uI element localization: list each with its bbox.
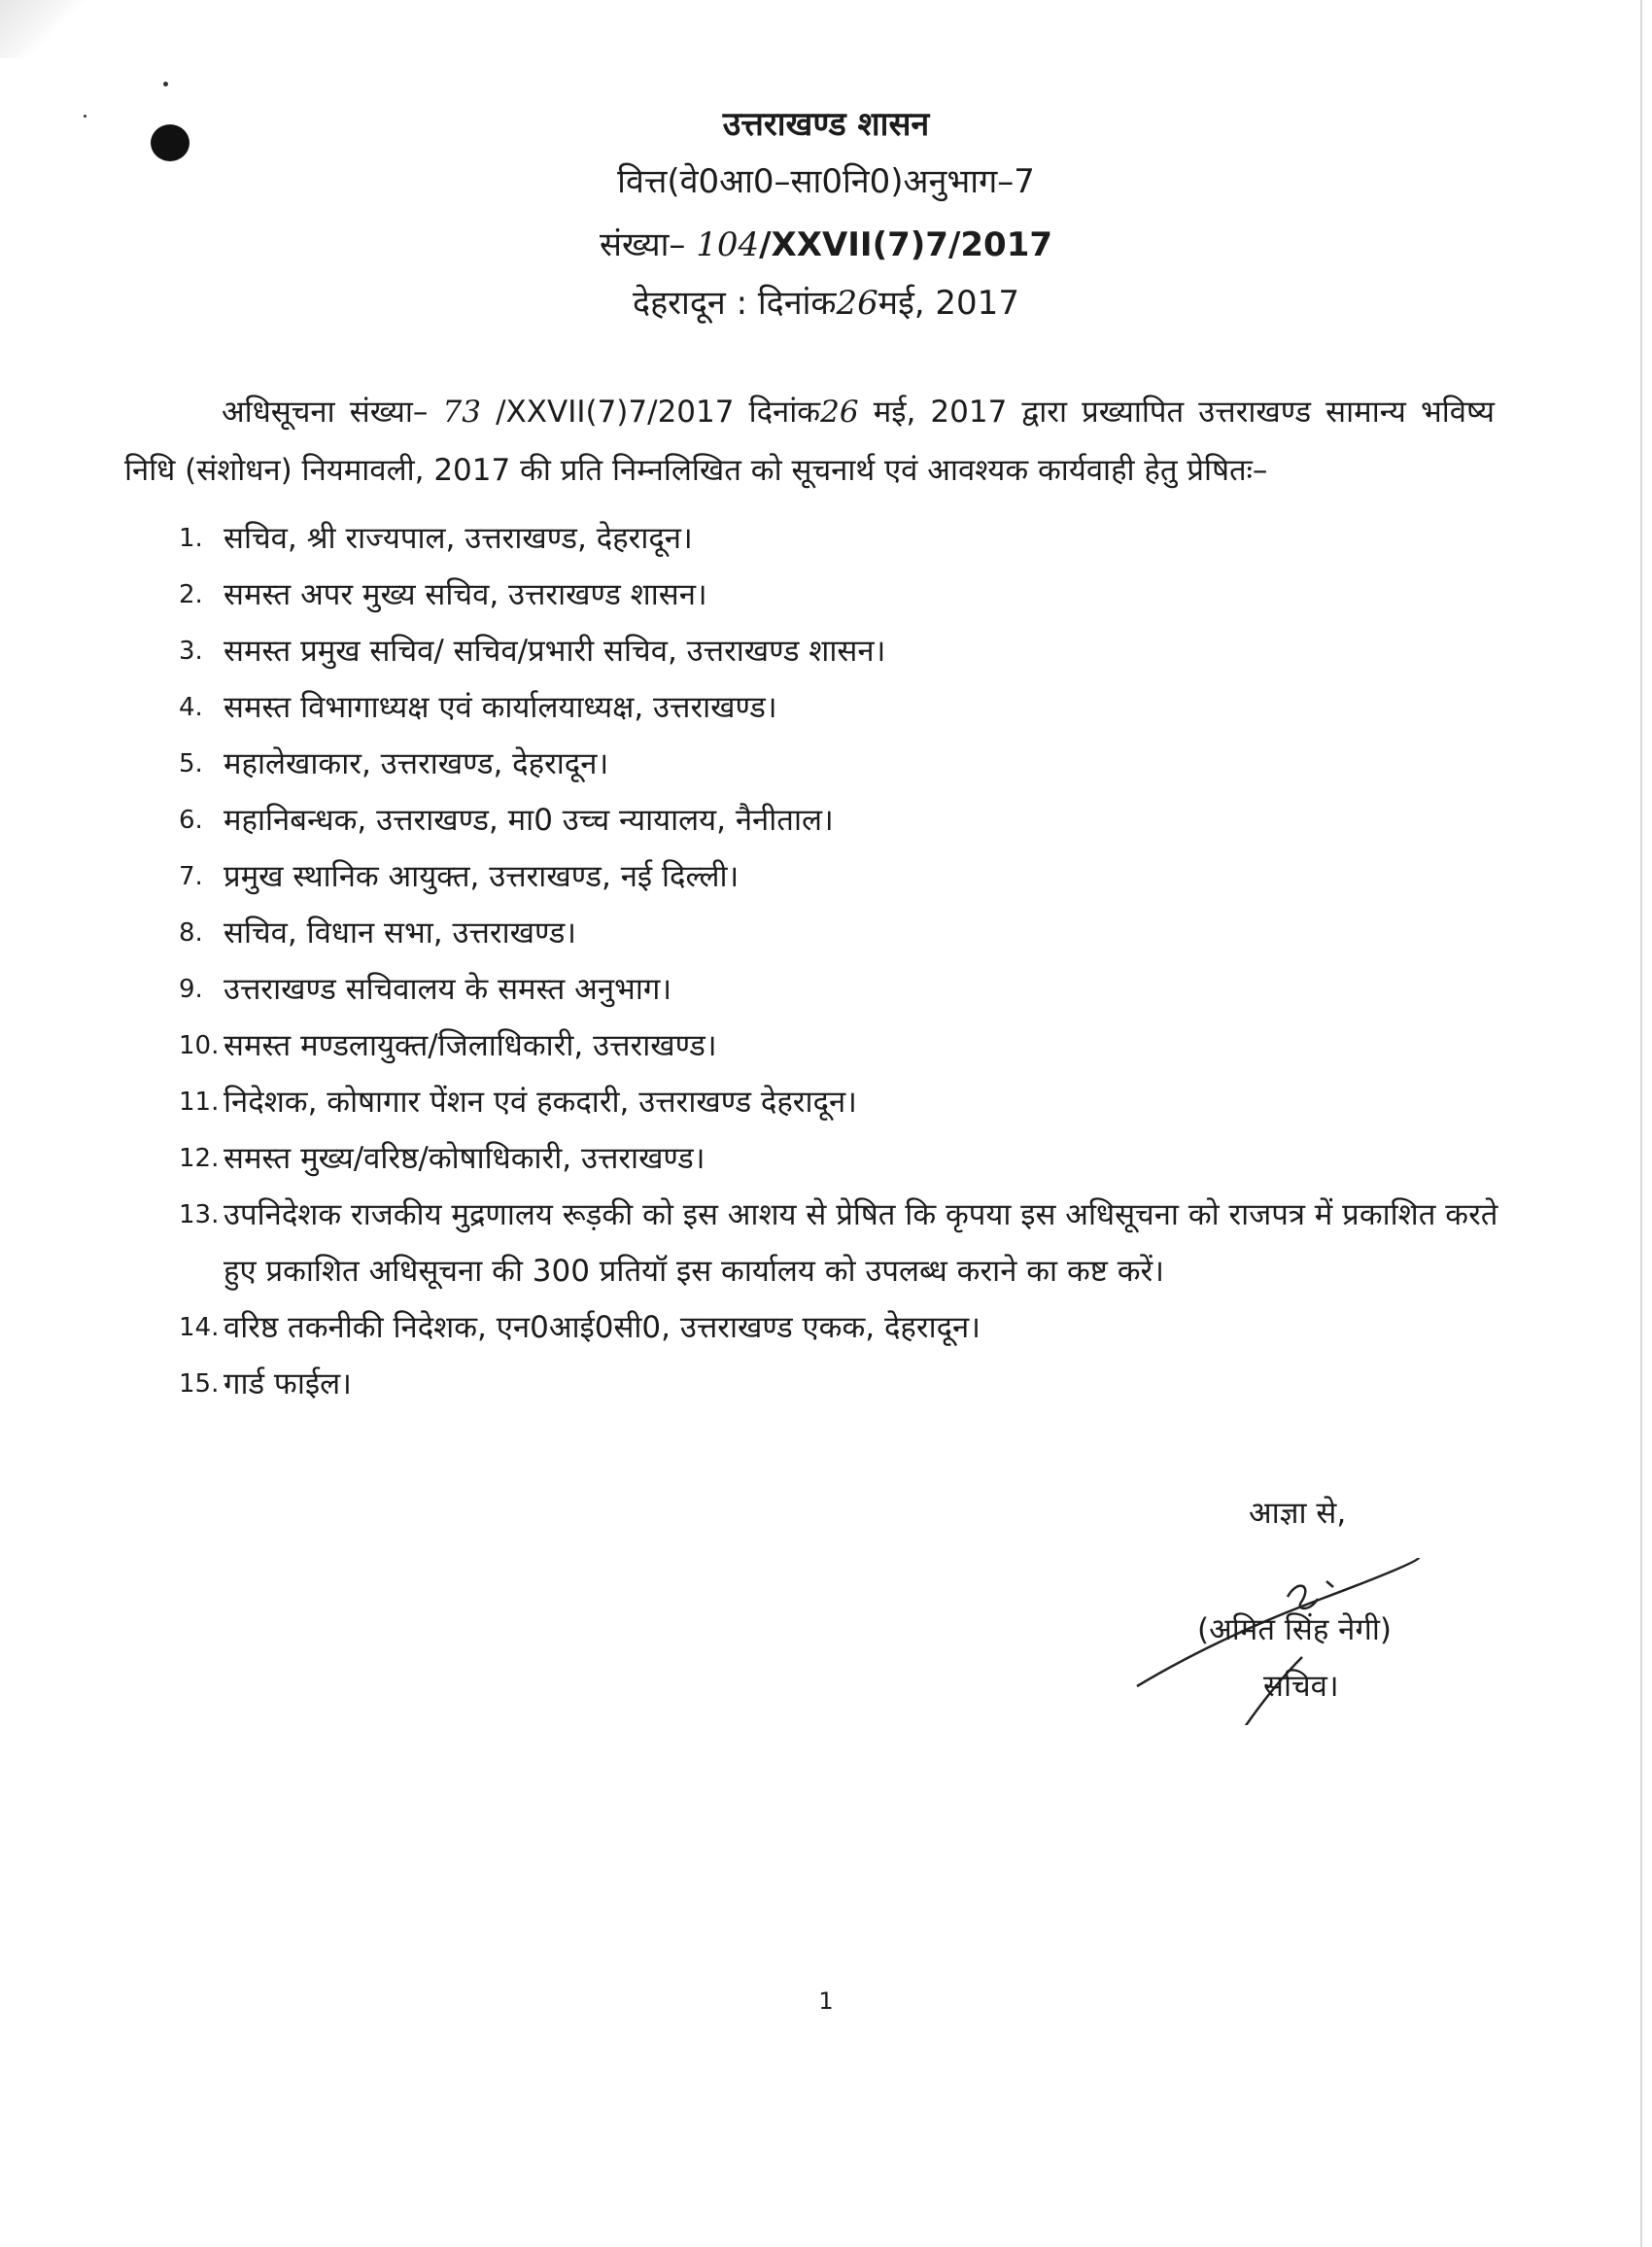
- place-date-line: [0, 284, 1652, 323]
- signatory-designation: सचिव।: [1263, 1669, 1339, 1704]
- list-item-text: सचिव, विधान सभा, उत्तराखण्ड।: [224, 916, 577, 951]
- place-date-suffix: मई, 2017: [878, 284, 1019, 323]
- list-item-text: समस्त प्रमुख सचिव/ सचिव/प्रभारी सचिव, उत्तराखण्ड शासन।: [224, 634, 886, 669]
- page-number: 1: [818, 1988, 834, 2015]
- date-handwritten-day: 26: [836, 284, 878, 323]
- list-item-number: 9.: [179, 975, 203, 1004]
- list-item-text: समस्त विभागाध्यक्ष एवं कार्यालयाध्यक्ष, उत्तराखण्ड।: [224, 690, 777, 725]
- list-item-text: समस्त मण्डलायुक्त/जिलाधिकारी, उत्तराखण्ड।: [224, 1028, 717, 1063]
- govt-name-heading: उत्तराखण्ड शासन: [722, 105, 930, 144]
- list-item-text: वरिष्ठ तकनीकी निदेशक, एन0आई0सी0, उत्तराखण्ड एकक, देहरादून।: [224, 1310, 981, 1345]
- list-item-text: महानिबन्धक, उत्तराखण्ड, मा0 उच्च न्यायालय, नैनीताल।: [224, 803, 834, 838]
- intro-text-3: मई, 2017 द्वारा प्रख्यापित उत्तराखण्ड सामान्य भविष्य निधि (संशोधन) नियमावली, 2017 की प्रति निम्नलिखित को सूचनार्थ एवं आवश्यक कार्यवाही हेतु प्रेषितः–: [124, 395, 1496, 488]
- reference-suffix: /XXVII(7)7/2017: [759, 225, 1053, 264]
- list-item-text: उपनिदेशक राजकीय मुद्रणालय रूड़की को इस आशय से प्रेषित कि कृपया इस अधिसूचना को राजपत्र में प्रकाशित करते हुए प्रकाशित अधिसूचना की 300 प्रतियॉ इस कार्यालय को उपलब्ध कराने का कष्ट करें।: [224, 1197, 1498, 1289]
- list-item-text: निदेशक, कोषागार पेंशन एवं हकदारी, उत्तराखण्ड देहरादून।: [224, 1085, 857, 1120]
- reference-prefix: संख्या–: [599, 225, 686, 264]
- list-item-number: 5.: [179, 749, 203, 778]
- list-item-number: 12.: [179, 1144, 220, 1173]
- list-item: [179, 1130, 1500, 1187]
- list-item-number: 14.: [179, 1313, 220, 1342]
- list-item-text: उत्तराखण्ड सचिवालय के समस्त अनुभाग।: [224, 972, 672, 1007]
- list-item-number: 4.: [179, 693, 203, 722]
- list-item-number: 13.: [179, 1200, 220, 1229]
- list-item-number: 11.: [179, 1088, 220, 1117]
- list-item: [179, 510, 1500, 567]
- list-item-number: 1.: [179, 524, 203, 553]
- list-item: [179, 1187, 1500, 1299]
- list-item: [179, 736, 1500, 792]
- scan-edge: [1640, 0, 1642, 2247]
- list-item-text: गार्ड फाईल।: [224, 1366, 352, 1401]
- reference-handwritten-number: 104: [696, 225, 760, 264]
- list-item: [179, 1356, 1500, 1412]
- intro-paragraph: [124, 383, 1495, 500]
- list-item: [179, 679, 1500, 736]
- list-item: [179, 1018, 1500, 1074]
- list-item-number: 8.: [179, 918, 203, 948]
- list-item-number: 7.: [179, 862, 203, 891]
- list-item-text: सचिव, श्री राज्यपाल, उत्तराखण्ड, देहरादून।: [224, 521, 693, 556]
- signatory-name: (अमित सिंह नेगी): [1197, 1612, 1392, 1647]
- list-item-number: 6.: [179, 806, 203, 835]
- list-item-text: समस्त अपर मुख्य सचिव, उत्तराखण्ड शासन।: [224, 577, 707, 612]
- recipient-list: [179, 510, 1500, 1412]
- list-item: [179, 792, 1500, 848]
- list-item: [179, 1299, 1500, 1356]
- list-item-text: समस्त मुख्य/वरिष्ठ/कोषाधिकारी, उत्तराखण्ड।: [224, 1141, 706, 1176]
- reference-number: [0, 225, 1652, 264]
- list-item-number: 2.: [179, 580, 203, 609]
- list-item-number: 10.: [179, 1031, 220, 1060]
- by-order-text: आज्ञा से,: [1249, 1496, 1347, 1531]
- intro-text-1: अधिसूचना संख्या–: [222, 395, 429, 430]
- place-date-prefix: देहरादून : दिनांक: [633, 284, 837, 323]
- list-item-number: 15.: [179, 1369, 220, 1399]
- list-item: [179, 961, 1500, 1018]
- paper-corner-crease: [0, 0, 87, 58]
- list-item-number: 3.: [179, 637, 203, 666]
- list-item-text: महालेखाकार, उत्तराखण्ड, देहरादून।: [224, 746, 609, 781]
- signature-block: [1127, 1492, 1477, 1725]
- list-item: [179, 567, 1500, 623]
- scan-speck: [163, 82, 168, 86]
- intro-text-2: /XXVII(7)7/2017 दिनांक: [496, 395, 821, 430]
- department-heading: वित्त(वे0आ0–सा0नि0)अनुभाग–7: [617, 162, 1035, 201]
- list-item: [179, 848, 1500, 905]
- list-item: [179, 623, 1500, 679]
- intro-handwritten-day: 26: [820, 395, 859, 430]
- list-item: [179, 1074, 1500, 1130]
- list-item: [179, 905, 1500, 961]
- list-item-text: प्रमुख स्थानिक आयुक्त, उत्तराखण्ड, नई दिल्ली।: [224, 859, 740, 894]
- intro-handwritten-number: 73: [442, 395, 481, 430]
